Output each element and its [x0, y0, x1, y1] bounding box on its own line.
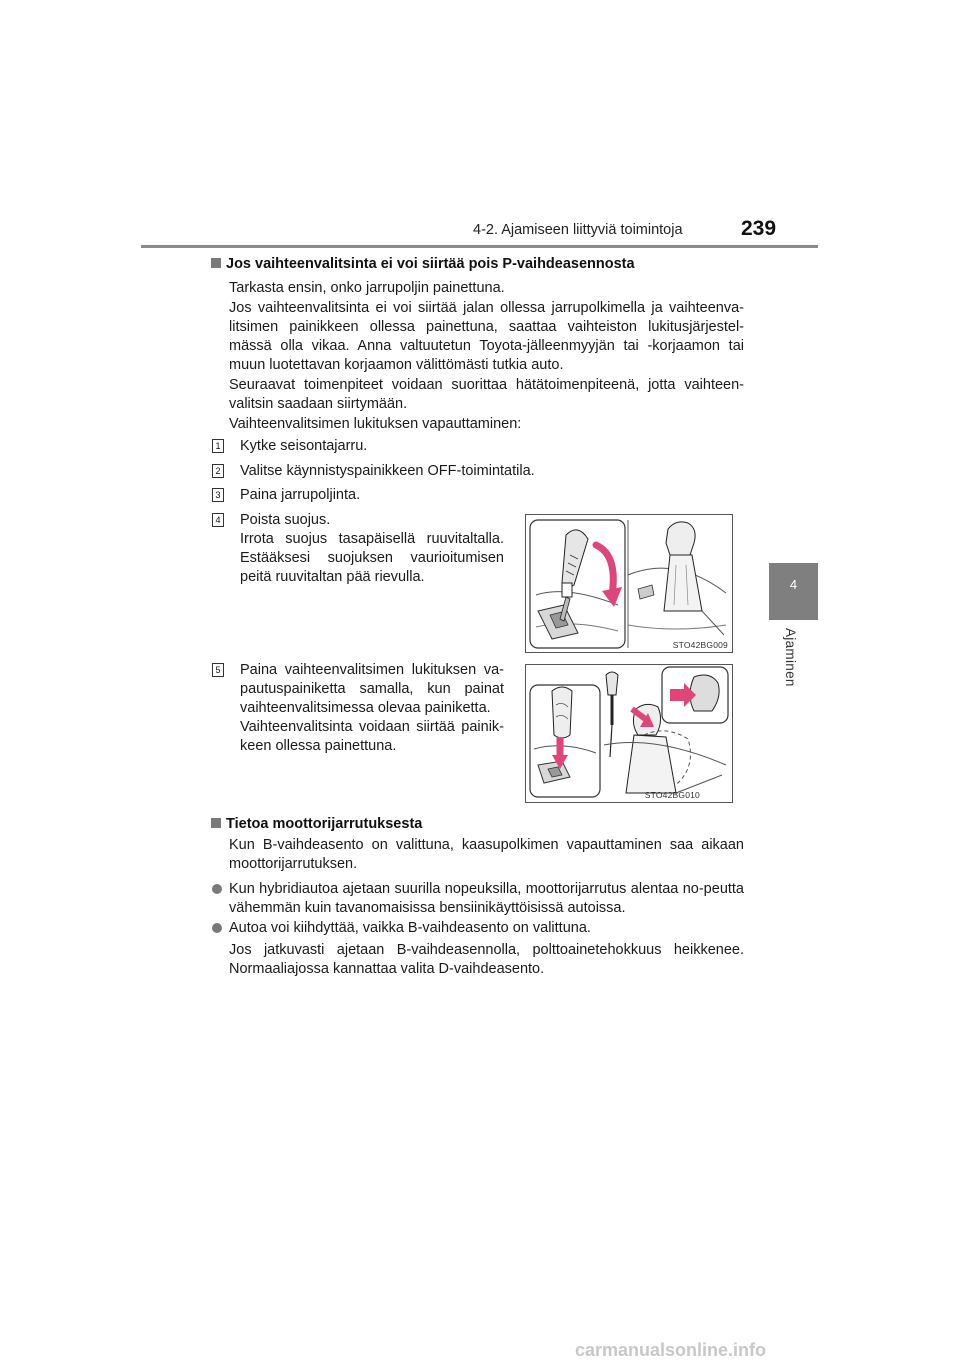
- step-number: 3: [212, 488, 224, 502]
- step-text: Paina jarrupoljinta.: [240, 487, 361, 503]
- step-text: Valitse käynnistyspainikkeen OFF-toimintatila.: [240, 463, 535, 479]
- step-number: 5: [212, 663, 224, 677]
- step-number: 1: [212, 439, 224, 453]
- round-bullet-icon: [212, 884, 222, 894]
- paragraph: Jos vaihteenvalitsinta ei voi siirtää jalan ollessa jarrupolkimella ja vaihteenva-litsimen painikkeen ollessa painettuna, saattaa vaihteiston lukitusjärjestel-mässä olla vikaa. Anna valtuutetun Toyota-jälleenmyyjän tai -korjaamon tai muun luotettavan korjaamon välittömästi tutkia auto.: [229, 300, 744, 373]
- header-divider: [141, 245, 818, 248]
- shift-lock-release-illustration: [526, 665, 732, 802]
- figure-press-release-button: [525, 664, 733, 803]
- watermark: carmanualsonline.info: [575, 1340, 767, 1360]
- page-number: 239: [741, 217, 777, 240]
- chapter-tab[interactable]: 4: [769, 563, 818, 619]
- step-number: 4: [212, 513, 224, 527]
- bullet-item: [212, 880, 744, 918]
- paragraph: Jos jatkuvasti ajetaan B-vaihdeasennolla, polttoainetehokkuus heikkenee. Normaaliajossa kannattaa valita D-vaihdeasento.: [229, 942, 744, 977]
- figure-remove-cover: [525, 514, 733, 653]
- paragraph: Seuraavat toimenpiteet voidaan suorittaa hätätoimenpiteenä, jotta vaihteen-valitsin saadaan siirtymään.: [229, 377, 744, 412]
- round-bullet-icon: [212, 923, 222, 933]
- step-detail: Irrota suojus tasapäisellä ruuvitaltalla. Estääksesi suojuksen vaurioitumisen peitä ruuvitaltan pää rievulla.: [240, 531, 504, 585]
- chapter-label: Ajaminen: [783, 628, 798, 687]
- step-text: Paina vaihteenvalitsimen lukituksen va-pautuspainiketta samalla, kun painat vaihteenvalitsimessa olevaa painiketta.: [240, 662, 504, 716]
- bullet-text: Autoa voi kiihdyttää, vaikka B-vaihdeasento on valittuna.: [229, 920, 591, 936]
- bullet-item: [212, 919, 744, 938]
- section-heading-p-shift: [211, 256, 635, 272]
- section-heading-engine-braking: [211, 816, 422, 832]
- figure-code: STO42BG009: [672, 640, 728, 650]
- square-bullet-icon: [211, 258, 221, 268]
- paragraph: Vaihteenvalitsimen lukituksen vapauttaminen:: [229, 416, 522, 432]
- section-heading-text: Jos vaihteenvalitsinta ei voi siirtää pois P-vaihdeasennosta: [226, 256, 635, 272]
- bullet-text: Kun hybridiautoa ajetaan suurilla nopeuksilla, moottorijarrutus alentaa no-peutta vähemmän kuin tavanomaisissa bensiinikäyttöisissä autoissa.: [229, 881, 744, 916]
- step-detail: Vaihteenvalitsinta voidaan siirtää painik-keen ollessa painettuna.: [240, 719, 504, 754]
- figure-code: STO42BG010: [644, 790, 700, 800]
- step-number: 2: [212, 464, 224, 478]
- shift-lock-cover-illustration: [526, 515, 732, 652]
- square-bullet-icon: [211, 818, 221, 828]
- section-heading-text: Tietoa moottorijarrutuksesta: [226, 816, 423, 832]
- step-text: Kytke seisontajarru.: [240, 438, 368, 454]
- paragraph: Kun B-vaihdeasento on valittuna, kaasupolkimen vapauttaminen saa aikaan moottorijarrutuksen.: [229, 837, 744, 872]
- paragraph: Tarkasta ensin, onko jarrupoljin painettuna.: [229, 280, 505, 296]
- running-header: 4-2. Ajamiseen liittyviä toimintoja: [473, 222, 683, 238]
- step-text: Poista suojus.: [240, 512, 331, 528]
- chapter-tab-divider: [769, 619, 818, 620]
